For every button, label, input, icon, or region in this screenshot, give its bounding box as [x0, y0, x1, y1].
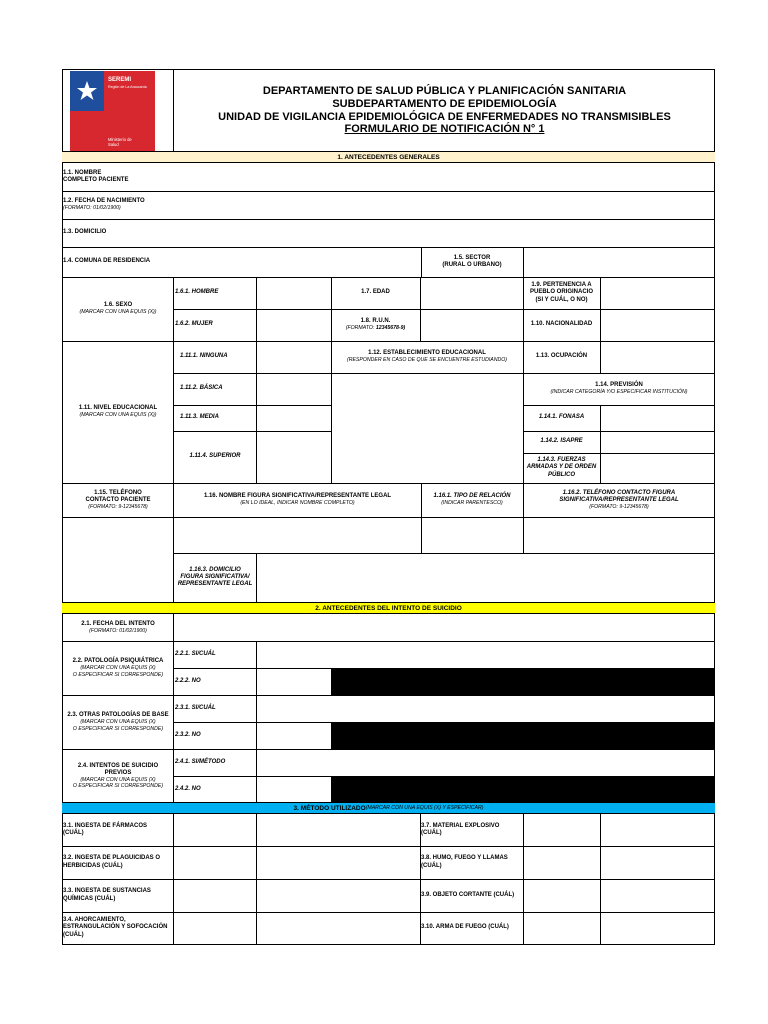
label-tel-fig-format: (FORMATO: 9-12345678) [589, 504, 649, 511]
grid-line [62, 912, 715, 913]
label-humo-line2: (CUÁL) [421, 862, 442, 869]
filled-block [331, 722, 715, 749]
input-edad[interactable] [420, 277, 523, 309]
label-ffaa-line2: ARMADAS Y DE ORDEN [526, 464, 597, 471]
input-sector[interactable] [523, 247, 715, 277]
label-fnac-format: (FORMATO: 01/02/1900) [63, 205, 121, 212]
label-explosivo-line2: (CUÁL) [421, 830, 442, 836]
grid-line [600, 405, 601, 483]
input-pueblo[interactable] [600, 277, 715, 309]
label-pueblo-line2: PUEBLO ORIGINACIO [529, 289, 593, 296]
grid-line [523, 483, 524, 553]
label-comuna-text: 1.4. COMUNA DE RESIDENCIA [63, 258, 151, 265]
label-domicilio [62, 219, 174, 247]
label-sector-text: 1.5. SECTOR [453, 254, 491, 261]
section-1-heading: 1. ANTECEDENTES GENERALES [62, 151, 715, 163]
input-fecha-nacimiento[interactable] [174, 191, 715, 219]
label-fuego-text: 3.10. ARMA DE FUEGO (CUÁL) [421, 924, 509, 931]
label-ffaa [523, 453, 600, 483]
label-figura-text: 1.16. NOMBRE FIGURA SIGNIFICATIVA/REPRESENTANTE LEGAL [203, 493, 392, 500]
checkbox-psiq-no[interactable] [256, 668, 331, 695]
label-relacion [421, 483, 523, 517]
checkbox-media[interactable] [256, 405, 331, 431]
checkbox-arma-fuego[interactable] [523, 912, 600, 944]
label-intentos-line2: PREVIOS [104, 769, 132, 776]
label-establecimiento [331, 341, 523, 373]
label-intentos-sub2: O ESPECIFICAR SI CORRESPONDE) [72, 783, 164, 790]
grid-line [523, 453, 715, 454]
checkbox-ahorcamiento[interactable] [174, 912, 256, 944]
label-figura [174, 483, 421, 517]
label-fecha-intento [62, 614, 174, 641]
input-telefono[interactable] [62, 517, 174, 602]
label-run-text: 1.8. R.U.N. [360, 318, 391, 325]
label-nombre-line1: 1.1. NOMBRE [63, 169, 102, 176]
input-figura[interactable] [174, 517, 421, 553]
input-farmacos[interactable] [256, 814, 420, 846]
label-establecimiento-text: 1.12. ESTABLECIMIENTO EDUCACIONAL [368, 350, 486, 357]
input-otras-si[interactable] [256, 695, 715, 722]
label-telefono-line1: 1.15. TELÉFONO [94, 489, 142, 496]
label-intentos-previos [62, 749, 174, 803]
grid-line [174, 309, 715, 310]
input-comuna[interactable] [174, 247, 421, 277]
input-humo[interactable] [600, 846, 715, 879]
checkbox-sustancias-quimicas[interactable] [174, 879, 256, 912]
grid-line [174, 373, 331, 374]
label-intentos-no: 2.4.2. NO [175, 785, 201, 792]
label-farmacos-line2: (CUÁL) [63, 830, 84, 836]
label-plag-line1: 3.2. INGESTA DE PLAGUICIDAS O [63, 855, 161, 862]
label-arma-fuego [420, 912, 523, 944]
grid-line [600, 341, 601, 373]
label-pueblo-line3: (SI Y CUÁL, O NO) [535, 296, 588, 303]
checkbox-plaguicidas[interactable] [174, 846, 256, 879]
checkbox-explosivo[interactable] [523, 814, 600, 846]
label-sector-sub: (RURAL O URBANO) [442, 262, 502, 268]
label-tel-fig-line2: SIGNIFICATIVA/REPRESENTANTE LEGAL [559, 496, 679, 503]
label-plag-line2: HERBICIDAS (CUÁL) [63, 862, 123, 869]
label-psiq-sub2: O ESPECIFICAR SI CORRESPONDE) [72, 671, 164, 678]
label-sector [421, 247, 523, 277]
label-fecha-intento-text: 2.1. FECHA DEL INTENTO [81, 620, 155, 627]
grid-line [62, 879, 715, 880]
label-otras-no: 2.3.2. NO [175, 731, 201, 738]
label-prevision-sub: (INDICAR CATEGORÍA Y/O ESPECIFICAR INSTITUCIÓN) [550, 389, 688, 396]
label-humo [420, 846, 523, 879]
label-ocupacion: 1.13. OCUPACIÓN [535, 353, 588, 360]
input-telefono-figura[interactable] [523, 517, 715, 553]
label-ffaa-line1: 1.14.3. FUERZAS [537, 457, 586, 464]
checkbox-superior[interactable] [256, 431, 331, 483]
label-telefono-format: (FORMATO: 9-12345678) [88, 504, 148, 511]
label-sustancias-quimicas [62, 879, 174, 912]
grid-line [174, 431, 331, 432]
label-nivel-sub: (MARCAR CON UNA EQUIS (X)) [79, 412, 157, 419]
label-quim-line2: QUÍMICAS (CUÁL) [63, 895, 116, 902]
checkbox-humo[interactable] [523, 846, 600, 879]
grid-line [174, 668, 715, 669]
label-dom-fig-line2: FIGURA SIGNIFICATIVA/ [180, 573, 250, 580]
grid-line [421, 247, 422, 277]
title-form-number: FORMULARIO DE NOTIFICACIÓN N° 1 [344, 123, 545, 136]
checkbox-intentos-no[interactable] [256, 776, 331, 803]
checkbox-basica[interactable] [256, 373, 331, 405]
title-department: DEPARTAMENTO DE SALUD PÚBLICA Y PLANIFICACIÓN SANITARIA [262, 85, 627, 98]
input-fecha-intento[interactable] [174, 614, 715, 641]
label-isapre: 1.14.2. ISAPRE [540, 438, 583, 445]
label-farmacos-line1: 3.1. INGESTA DE FÁRMACOS [63, 822, 148, 829]
label-ahor-line1: 3.4. AHORCAMIENTO, [63, 917, 126, 924]
checkbox-otras-no[interactable] [256, 722, 331, 749]
label-psiq-text: 2.2. PATOLOGÍA PSIQUIÁTRICA [72, 658, 164, 665]
label-sexo-text: 1.6. SEXO [103, 302, 133, 309]
label-otras-si: 2.3.1. SI/CUÁL [175, 704, 216, 711]
run-format-example: 12345678-9) [375, 325, 406, 332]
section-3-title: 3. MÉTODO UTILIZADO [293, 804, 366, 812]
label-dom-fig-line3: REPRESENTANTE LEGAL [177, 581, 253, 588]
label-run-format [346, 325, 406, 331]
grid-line [173, 483, 174, 602]
label-dom-fig-line1: 1.16.3. DOMICILIO [189, 566, 241, 573]
logo-ministry-line1: Ministerio de [108, 137, 132, 142]
label-ninguna: 1.11.1. NINGUNA [180, 353, 228, 360]
section-3-heading [62, 802, 715, 814]
grid-line [62, 517, 715, 518]
label-otras-sub2: O ESPECIFICAR SI CORRESPONDE) [72, 725, 164, 732]
label-sexo [62, 277, 174, 341]
input-ocupacion[interactable] [600, 341, 715, 373]
checkbox-ninguna[interactable] [256, 341, 331, 373]
grid-line [331, 341, 332, 483]
label-sexo-sub: (MARCAR CON UNA EQUIS (X)) [79, 309, 157, 316]
input-plaguicidas[interactable] [256, 846, 420, 879]
label-relacion-text: 1.16.1. TIPO DE RELACIÓN [433, 493, 511, 500]
grid-line [174, 722, 715, 723]
grid-line [174, 405, 331, 406]
input-run[interactable] [420, 309, 523, 341]
input-domicilio[interactable] [174, 219, 715, 247]
checkbox-farmacos[interactable] [174, 814, 256, 846]
label-psiq-si: 2.2.1. SI/CUÁL [175, 650, 216, 657]
input-sustancias-quimicas[interactable] [256, 879, 420, 912]
grid-line [62, 749, 715, 750]
grid-line [331, 668, 332, 695]
label-telefono [62, 483, 174, 517]
label-pueblo-line1: 1.9. PERTENENCIA A [531, 282, 592, 289]
label-intentos-sub1: (MARCAR CON UNA EQUIS (X) [80, 776, 156, 783]
border-bottom [62, 944, 715, 945]
input-psiq-si[interactable] [256, 641, 715, 668]
logo-region: Región de La Araucanía [108, 85, 147, 89]
section-2-heading: 2. ANTECEDENTES DEL INTENTO DE SUICIDIO [62, 602, 715, 614]
section-3-sub: (MARCAR CON UNA EQUIS (X) Y ESPECIFICAR) [365, 805, 484, 811]
label-cortante-text: 3.9. OBJETO CORTANTE (CUÁL) [421, 891, 515, 898]
label-edad: 1.7. EDAD [361, 289, 390, 296]
grid-line [523, 373, 715, 374]
label-nivel-educacional [62, 341, 174, 483]
label-figura-sub: (EN LO IDEAL, INDICAR NOMBRE COMPLETO) [240, 500, 355, 507]
label-domicilio-text: 1.3. DOMICILIO [63, 229, 107, 236]
grid-line [523, 405, 715, 406]
label-ahorcamiento [62, 912, 174, 944]
checkbox-mujer[interactable] [256, 309, 331, 341]
label-superior: 1.11.4. SUPERIOR [189, 453, 241, 460]
label-mujer: 1.6.2. MUJER [175, 321, 213, 328]
grid-line [174, 776, 715, 777]
label-prevision-text: 1.14. PREVISIÓN [595, 382, 643, 389]
grid-line [62, 846, 715, 847]
notification-form [62, 69, 715, 945]
grid-line [523, 431, 715, 432]
label-ffaa-line3: PÚBLICO [548, 471, 575, 478]
label-nombre [62, 163, 174, 191]
grid-line [173, 341, 174, 483]
label-plaguicidas [62, 846, 174, 879]
label-explosivo-line1: 3.7. MATERIAL EXPLOSIVO [421, 822, 500, 829]
filled-block [331, 776, 715, 803]
label-run [331, 309, 420, 341]
grid-line [256, 341, 257, 483]
label-domicilio-figura [174, 553, 256, 602]
label-otras-sub1: (MARCAR CON UNA EQUIS (X) [80, 719, 156, 726]
label-farmacos [62, 814, 174, 846]
label-comuna [62, 247, 174, 277]
input-isapre[interactable] [600, 431, 715, 453]
title-subdepartment: SUBDEPARTAMENTO DE EPIDEMIOLOGÍA [332, 97, 557, 110]
input-ahorcamiento[interactable] [256, 912, 420, 944]
title-unit: UNIDAD DE VIGILANCIA EPIDEMIOLÓGICA DE ENFERMEDADES NO TRANSMISIBLES [218, 110, 671, 123]
grid-line [523, 341, 524, 483]
input-explosivo[interactable] [600, 814, 715, 846]
label-fecha-intento-format: (FORMATO: 01/02/1900) [89, 627, 147, 634]
label-media: 1.11.3. MEDIA [180, 414, 219, 421]
label-nombre-line2: COMPLETO PACIENTE [63, 177, 129, 183]
input-arma-fuego[interactable] [600, 912, 715, 944]
grid-line [523, 247, 524, 277]
grid-line [174, 553, 715, 554]
grid-line [62, 695, 715, 696]
checkbox-objeto-cortante[interactable] [523, 879, 600, 912]
input-relacion[interactable] [421, 517, 523, 553]
label-establecimiento-sub: (RESPONDER EN CASO DE QUE SE ENCUENTRE ESTUDIANDO) [347, 357, 507, 364]
label-hombre: 1.6.1. HOMBRE [175, 289, 219, 296]
label-relacion-sub: (INDICAR PARENTESCO) [441, 500, 503, 507]
label-psiq-no: 2.2.2. NO [175, 677, 201, 684]
label-objeto-cortante [420, 879, 523, 912]
label-nivel-text: 1.11. NIVEL EDUCACIONAL [78, 405, 158, 412]
label-patologia-psiquiatrica [62, 641, 174, 695]
label-humo-line1: 3.8. HUMO, FUEGO Y LLAMAS [421, 855, 508, 862]
label-explosivo [420, 814, 523, 846]
input-ffaa[interactable] [600, 453, 715, 483]
input-nacionalidad[interactable] [600, 309, 715, 341]
input-intentos-si[interactable] [256, 749, 715, 776]
label-telefono-figura [523, 483, 715, 517]
seremi-logo [70, 71, 155, 151]
input-establecimiento[interactable] [331, 373, 523, 483]
label-ahor-line2: ESTRANGULACIÓN Y SOFOCACIÓN [63, 924, 168, 931]
grid-line [173, 614, 174, 803]
label-telefono-line2: CONTACTO PACIENTE [85, 496, 151, 503]
label-psiq-sub1: (MARCAR CON UNA EQUIS (X) [80, 665, 156, 672]
label-nacionalidad: 1.10. NACIONALIDAD [530, 321, 593, 328]
run-format-prefix: (FORMATO: [345, 325, 376, 332]
label-pueblo [523, 277, 600, 309]
logo-brand: SEREMI [108, 77, 132, 83]
label-quim-line1: 3.3. INGESTA DE SUSTANCIAS [63, 888, 151, 895]
label-intentos-line1: 2.4. INTENTOS DE SUICIDIO [77, 762, 159, 769]
input-domicilio-figura[interactable] [256, 553, 715, 602]
label-prevision [523, 373, 715, 405]
label-tel-fig-line1: 1.16.2. TELÉFONO CONTACTO FIGURA [562, 489, 676, 496]
filled-block [331, 668, 715, 695]
label-ahor-line3: (CUÁL) [63, 931, 84, 938]
label-fonasa: 1.14.1. FONASA [538, 414, 585, 421]
label-fnac-text: 1.2. FECHA DE NACIMIENTO [63, 198, 145, 205]
label-otras-text: 2.3. OTRAS PATOLOGÍAS DE BASE [67, 712, 169, 719]
logo-ministry-line2: Salud [108, 142, 119, 147]
checkbox-hombre[interactable] [256, 277, 331, 309]
grid-line [421, 483, 422, 553]
grid-line [256, 553, 257, 602]
form-title [174, 69, 715, 152]
label-fecha-nacimiento [62, 191, 174, 219]
input-objeto-cortante[interactable] [600, 879, 715, 912]
input-nombre[interactable] [174, 163, 715, 191]
grid-line [331, 373, 523, 374]
label-basica: 1.11.2. BÁSICA [180, 385, 223, 392]
label-otras-patologias [62, 695, 174, 749]
label-intentos-si: 2.4.1. SI/MÉTODO [175, 758, 226, 765]
input-fonasa[interactable] [600, 405, 715, 431]
